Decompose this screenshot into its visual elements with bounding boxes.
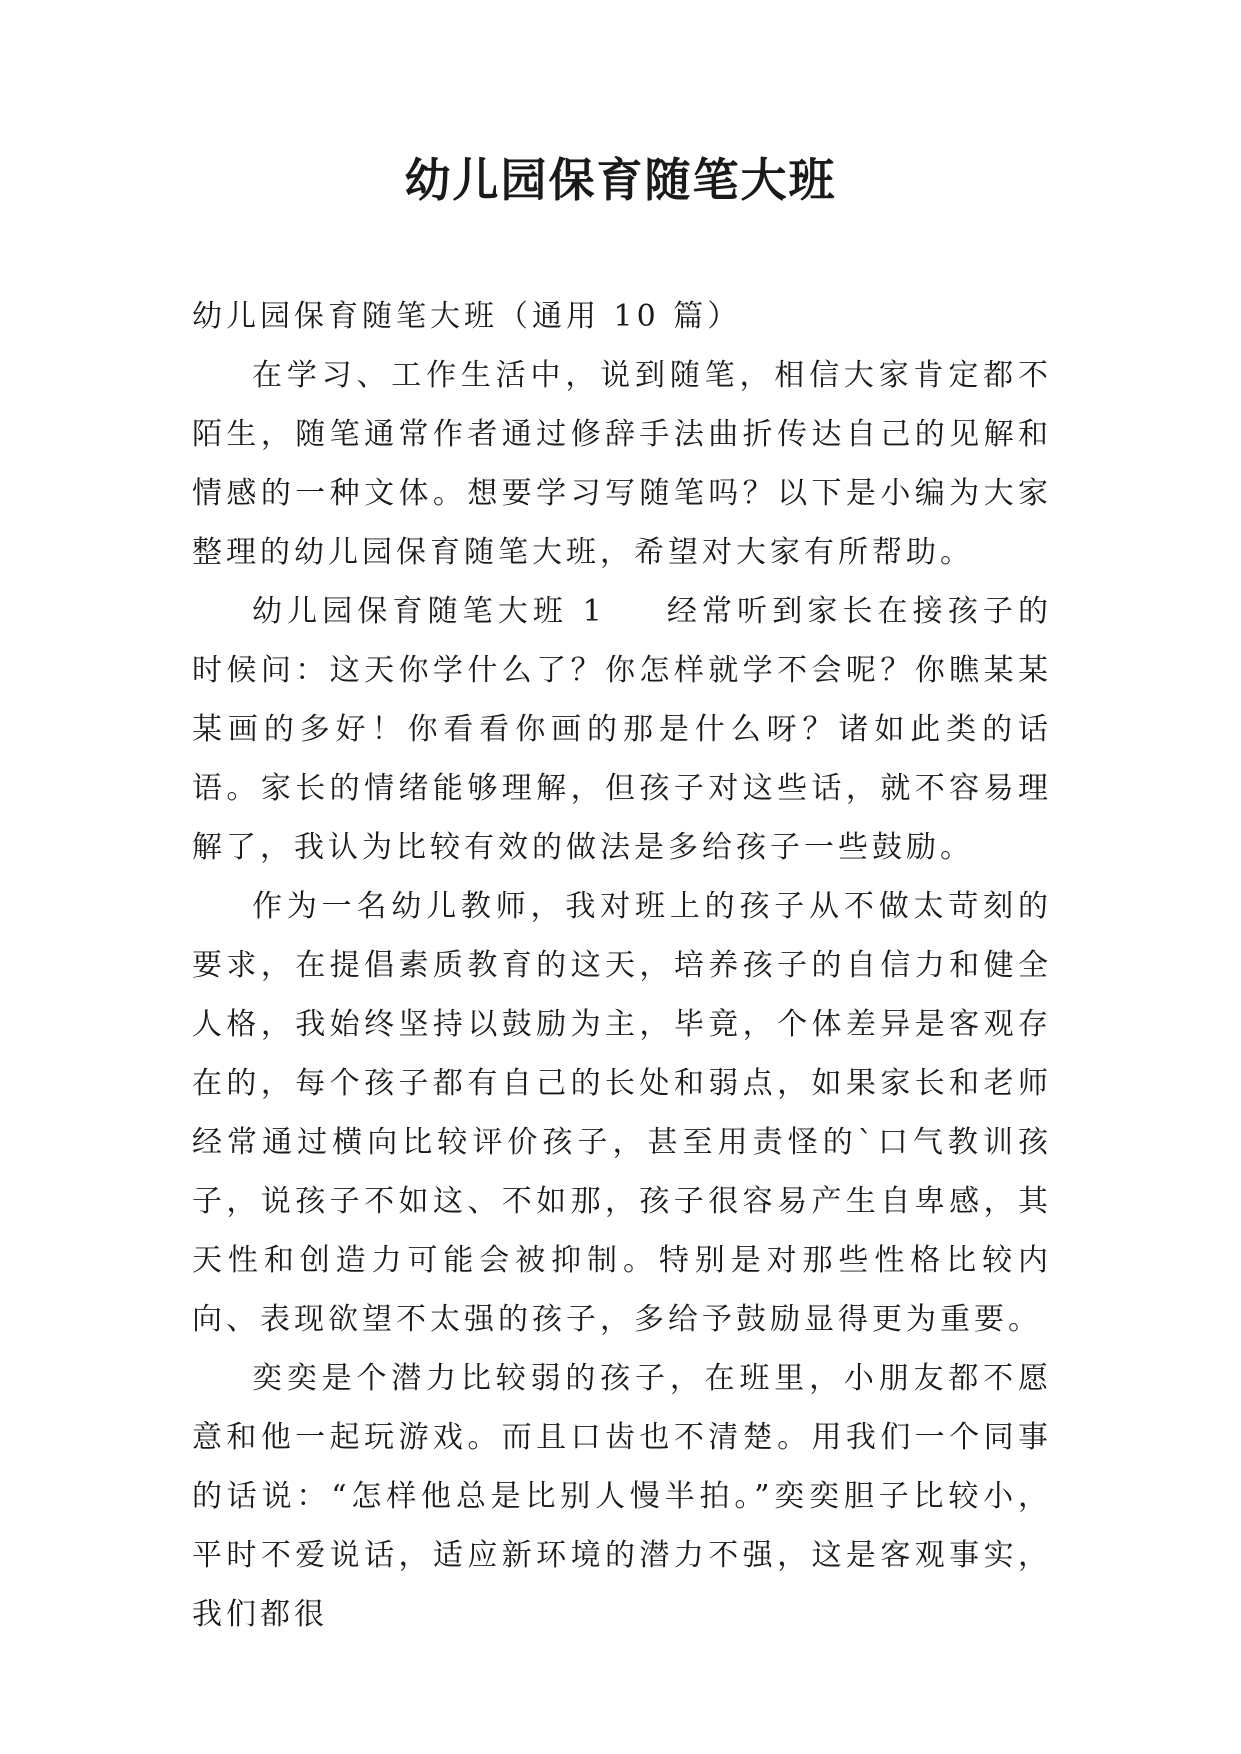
intro-paragraph: 在学习、工作生活中，说到随笔，相信大家肯定都不陌生，随笔通常作者通过修辞手法曲折传达自己的见解和情感的一种文体。想要学习写随笔吗？以下是小编为大家整理的幼儿园保育随笔大班，希望对大家有所帮助。	[192, 358, 1052, 570]
document-title: 幼儿园保育随笔大班	[404, 153, 837, 207]
document-body	[192, 287, 1052, 1644]
section-heading: 幼儿园保育随笔大班 1	[252, 594, 606, 629]
body-paragraph: 奕奕是个潜力比较弱的孩子，在班里，小朋友都不愿意和他一起玩游戏。而且口齿也不清楚。用我们一个同事的话说：“怎样他总是比别人慢半拍。”奕奕胆子比较小，平时不爱说话，适应新环境的潜力不强，这是客观事实，我们都很	[192, 1361, 1052, 1632]
section-1-paragraph	[192, 582, 1052, 877]
section-lead-text: 经常听到家长在接孩子的时候问：这天你学什么了？你怎样就学不会呢？你瞧某某某画的多好！你看看你画的那是什么呀？诸如此类的话语。家长的情绪能够理解，但孩子对这些话，就不容易理解了，我认为比较有效的做法是多给孩子一些鼓励。	[192, 594, 1053, 865]
document-subtitle: 幼儿园保育随笔大班（通用 10 篇）	[192, 299, 742, 334]
body-paragraph: 作为一名幼儿教师，我对班上的孩子从不做太苛刻的要求，在提倡素质教育的这天，培养孩子的自信力和健全人格，我始终坚持以鼓励为主，毕竟，个体差异是客观存在的，每个孩子都有自己的长处和弱点，如果家长和老师经常通过横向比较评价孩子，甚至用责怪的`口气教训孩子，说孩子不如这、不如那，孩子很容易产生自卑感，其天性和创造力可能会被抑制。特别是对那些性格比较内向、表现欲望不太强的孩子，多给予鼓励显得更为重要。	[192, 889, 1052, 1337]
